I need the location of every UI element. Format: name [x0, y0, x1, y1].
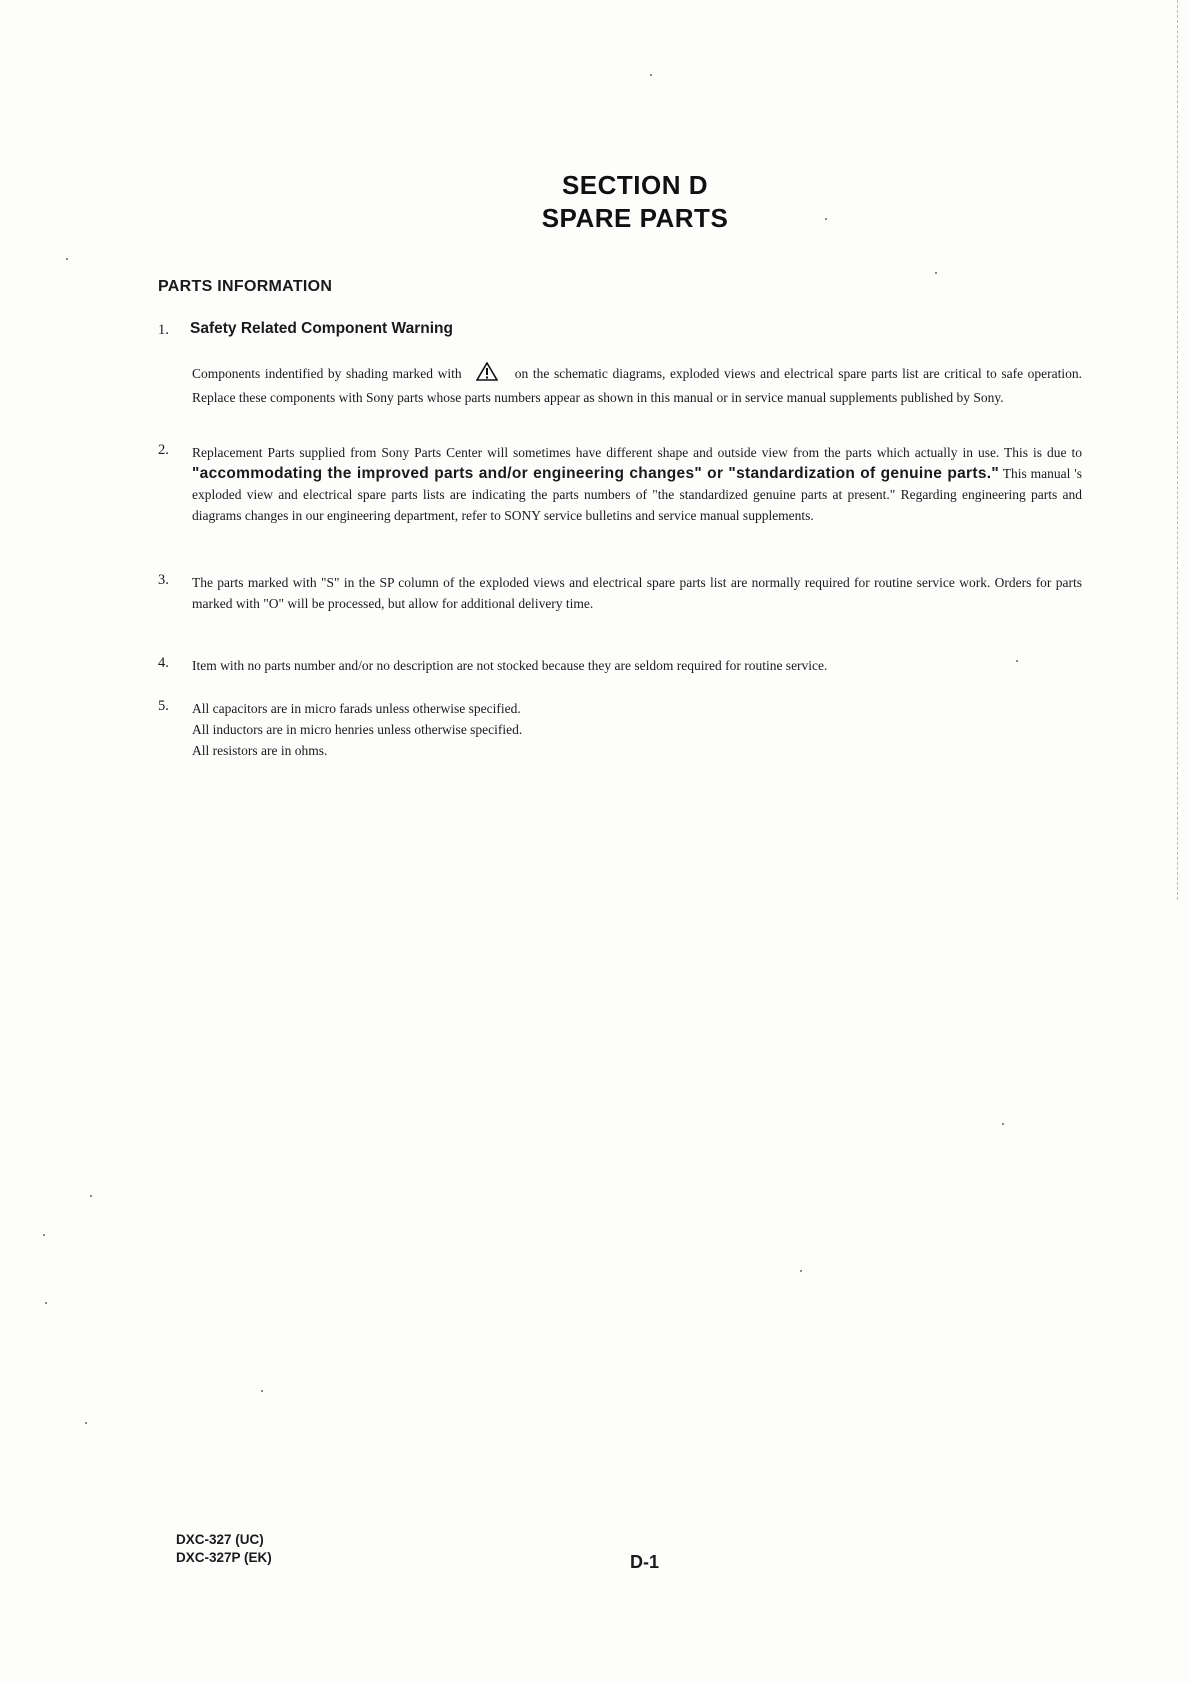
scan-speck	[261, 1390, 263, 1392]
item-line: All capacitors are in micro farads unless otherwise specified.	[192, 701, 521, 716]
scan-speck	[1002, 1123, 1004, 1125]
scan-speck	[825, 218, 827, 220]
item-number: 2.	[158, 442, 169, 458]
footer-model-uc: DXC-327 (UC)	[176, 1532, 264, 1547]
scan-speck	[85, 1422, 87, 1424]
scan-speck	[90, 1195, 92, 1197]
scan-speck	[45, 1302, 47, 1304]
item-body: The parts marked with "S" in the SP column of the exploded views and electrical spare parts list are normally required for routine service work. Orders for parts marked with "O" will be processed, but allow for additional delivery time.	[192, 575, 1082, 611]
parts-information-heading: PARTS INFORMATION	[158, 278, 333, 295]
page-number: D-1	[630, 1552, 660, 1572]
scan-speck	[650, 74, 652, 76]
item-number: 3.	[158, 572, 169, 588]
item-title: Safety Related Component Warning	[190, 320, 453, 337]
scan-edge	[1176, 0, 1178, 900]
item-number: 5.	[158, 698, 169, 714]
item-text: This manual 's exploded view and electrical spare parts lists are indicating the parts numbers of "the standardized genuine parts at present." Regarding engineering parts and diagrams changes in our engineering department, refer to SONY service bulletins and service manual supplements.	[192, 466, 1082, 523]
item-line: All resistors are in ohms.	[192, 743, 328, 758]
item-text: on the schematic diagrams, exploded views and electrical spare parts list are critical to safe operation. Replace these components with Sony parts whose parts numbers appear as shown in this manual or in service manual supplements published by Sony.	[192, 366, 1083, 405]
section-subtitle: SPARE PARTS	[541, 203, 729, 233]
section-title: SECTION D	[561, 170, 709, 200]
item-line: All inductors are in micro henries unless otherwise specified.	[192, 722, 523, 737]
item-text: Replacement Parts supplied from Sony Parts Center will sometimes have different shape and outside view from the parts which actually in use. This is due to	[192, 445, 1082, 460]
warning-triangle-icon	[476, 362, 498, 387]
item-body: Item with no parts number and/or no description are not stocked because they are seldom required for routine service.	[192, 658, 828, 673]
scan-speck	[1016, 660, 1018, 662]
item-text: Components indentified by shading marked with	[192, 366, 462, 381]
item-body	[192, 698, 1082, 761]
scan-speck	[935, 272, 937, 274]
item-body	[192, 362, 1082, 408]
scan-speck	[43, 1234, 45, 1236]
scan-speck	[66, 258, 68, 260]
footer-model-ek: DXC-327P (EK)	[176, 1550, 272, 1565]
scan-speck	[800, 1270, 802, 1272]
item-emphasis: "accommodating the improved parts and/or engineering changes" or "standardization of genuine parts."	[192, 465, 1000, 482]
item-number: 1.	[158, 322, 169, 338]
item-number: 4.	[158, 655, 169, 671]
item-body	[192, 442, 1082, 526]
